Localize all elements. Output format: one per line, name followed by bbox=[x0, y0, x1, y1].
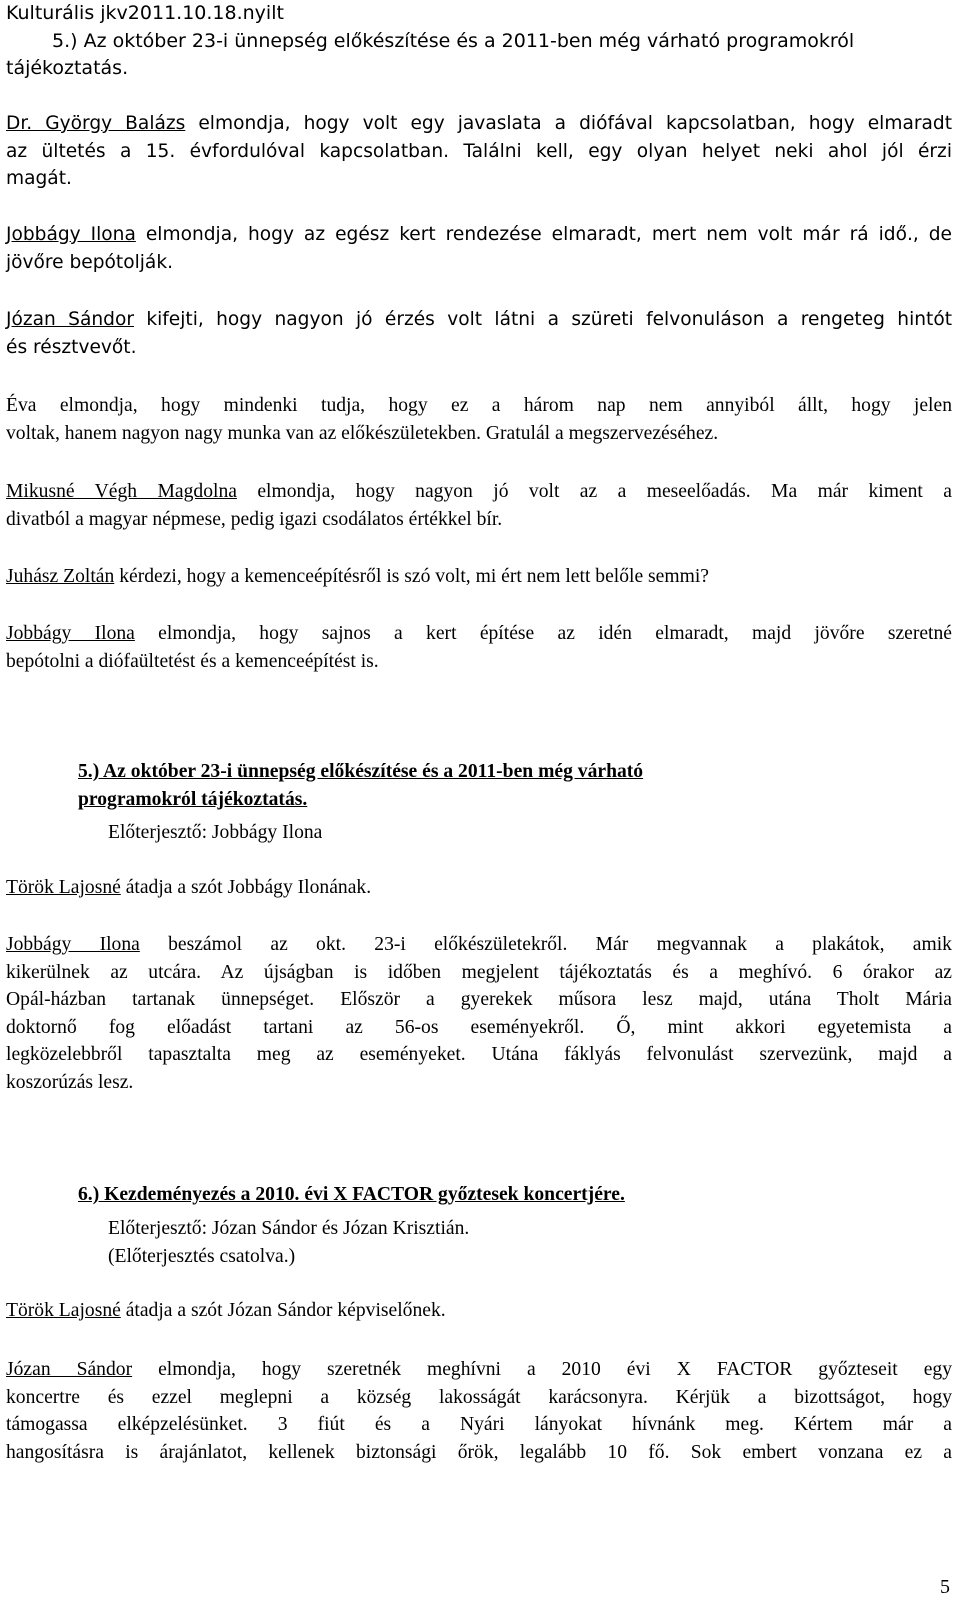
paragraph-jozan-sandor-1: Józan Sándor kifejti, hogy nagyon jó érzés volt látni a szüreti felvonuláson a rengeteg hintót és résztvevőt. bbox=[6, 309, 952, 358]
section-6-presenter: Előterjesztő: Józan Sándor és Józan Krisztián. bbox=[108, 1218, 470, 1239]
speaker-name: Juhász Zoltán bbox=[6, 566, 115, 587]
header-agenda-line: 5.) Az október 23-i ünnepség előkészítése és a 2011-ben még várható programokról bbox=[52, 29, 855, 52]
paragraph-jobbagy-ilona-1: Jobbágy Ilona elmondja, hogy az egész kert rendezése elmaradt, mert nem volt már rá idő., de jövőre bepótolják. bbox=[6, 224, 952, 273]
section-6-speech: Józan Sándor elmondja, hogy szeretnék meghívni a 2010 évi X FACTOR győzteseit egy koncertre és ezzel meglepni a község lakosságát karácsonyra. Kérjük a bizottságot, hogy támogassa elképzelésünket. 3 fiút és a Nyári lányokat hívnánk meg. Kértem már a hangosításra is árajánlatot, kellenek biztonsági őrök, legalább 10 fő. Sok embert vonzana ez a bbox=[6, 1359, 953, 1463]
section-5-presenter: Előterjesztő: Jobbágy Ilona bbox=[108, 822, 323, 843]
paragraph-eva: Éva elmondja, hogy mindenki tudja, hogy ez a három nap nem annyiból állt, hogy jelen voltak, hanem nagyon nagy munka van az előkészületekben. Gratulál a megszervezéséhez. bbox=[6, 395, 952, 444]
section-5-title: 5.) Az október 23-i ünnepség előkészítése és a 2011-ben még várható programokról tájékoztatás. bbox=[78, 761, 644, 810]
speaker-name: Dr. György Balázs bbox=[6, 113, 186, 134]
paragraph-juhasz-zoltan: Juhász Zoltán kérdezi, hogy a kemenceépítésről is szó volt, mi ért nem lett belőle semmi? bbox=[6, 566, 709, 587]
paragraph-mikusne-vegh-magdolna: Mikusné Végh Magdolna elmondja, hogy nagyon jó volt az a meseelőadás. Ma már kiment a divatból a magyar népmese, pedig igazi csodálatos értékkel bír. bbox=[6, 481, 952, 530]
section-5-report: Jobbágy Ilona beszámol az okt. 23-i előkészületekről. Már megvannak a plakátok, amik kikerülnek az utcára. Az újságban is időben megjelent tájékoztatás és a meghívó. 6 órakor az Opál-házban tartanak ünnepséget. Először a gyerekek műsora lesz majd, utána Tholt Mária doktornő fog előadást tartani az 56-os eseményekről. Ő, mint akkori egyetemista a legközelebbről tapasztalta meg az eseményeket. Utána fáklyás felvonulást szervezünk, majd a koszorúzás lesz. bbox=[6, 934, 952, 1093]
speaker-name: Jobbágy Ilona bbox=[6, 934, 140, 955]
header-agenda-line-cont: tájékoztatás. bbox=[6, 57, 129, 80]
speaker-name: Mikusné Végh Magdolna bbox=[6, 481, 237, 502]
paragraph-gyorgy-balazs: Dr. György Balázs elmondja, hogy volt egy javaslata a diófával kapcsolatban, hogy elmaradt az ültetés a 15. évfordulóval kapcsolatban. Találni kell, egy olyan helyet neki ahol jól érzi magát. bbox=[6, 113, 952, 190]
speaker-name: Józan Sándor bbox=[6, 1359, 133, 1380]
paragraph-jobbagy-ilona-2: Jobbágy Ilona elmondja, hogy sajnos a kert építése az idén elmaradt, majd jövőre szeretné bepótolni a diófaültetést és a kemenceépítést is. bbox=[6, 623, 952, 672]
speaker-name: Török Lajosné bbox=[6, 877, 121, 898]
document-title: Kulturális jkv2011.10.18.nyilt bbox=[6, 2, 284, 24]
speaker-name: Józan Sándor bbox=[6, 309, 134, 330]
section-6-attachment-note: (Előterjesztés csatolva.) bbox=[108, 1246, 296, 1267]
speaker-name: Török Lajosné bbox=[6, 1300, 121, 1321]
section-6-handover: Török Lajosné átadja a szót Józan Sándor képviselőnek. bbox=[6, 1300, 446, 1321]
section-6-title: 6.) Kezdeményezés a 2010. évi X FACTOR győztesek koncertjére. bbox=[78, 1184, 625, 1205]
section-5-handover: Török Lajosné átadja a szót Jobbágy Ilonának. bbox=[6, 877, 372, 898]
speaker-name: Jobbágy Ilona bbox=[6, 623, 135, 644]
page-number: 5 bbox=[940, 1576, 950, 1598]
document-header bbox=[6, 0, 952, 83]
speaker-name: Jobbágy Ilona bbox=[6, 224, 136, 245]
